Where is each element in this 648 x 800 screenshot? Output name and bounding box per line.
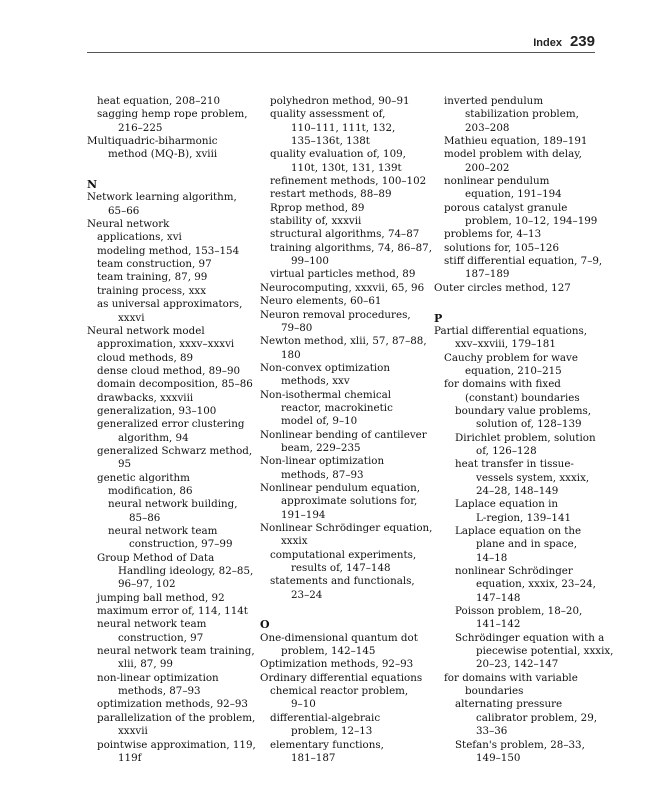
entry-line: generalization, 93–100 bbox=[97, 404, 217, 417]
entry-line: chemical reactor problem, bbox=[270, 685, 409, 698]
entry-continuation: 216–225 bbox=[118, 121, 163, 134]
entry-continuation: 33–36 bbox=[476, 725, 508, 738]
index-entry bbox=[87, 218, 252, 231]
entry-continuation: xxxvii bbox=[118, 725, 148, 738]
entry-line: problems for, 4–13 bbox=[444, 228, 542, 241]
index-entry bbox=[87, 418, 252, 445]
index-entry bbox=[87, 711, 256, 739]
index-entry bbox=[87, 352, 252, 365]
entry-continuation: (constant) boundaries bbox=[465, 391, 580, 404]
index-entry bbox=[260, 712, 428, 739]
entry-continuation: 191–194 bbox=[281, 508, 326, 521]
entry-continuation: 99–100 bbox=[291, 255, 329, 268]
index-entry bbox=[434, 631, 614, 672]
entry-continuation: xxxix bbox=[281, 535, 308, 548]
entry-continuation: problem, 10–12, 194–199 bbox=[465, 215, 598, 228]
entry-line: applications, xvi bbox=[97, 231, 182, 244]
index-entry bbox=[434, 135, 602, 148]
section-spacer bbox=[87, 162, 252, 175]
index-entry bbox=[87, 231, 252, 244]
entry-line: maximum error of, 114, 114t bbox=[97, 605, 248, 618]
entry-line: Rprop method, 89 bbox=[270, 201, 365, 214]
entry-line: Laplace equation on the bbox=[455, 525, 582, 537]
page-number: 239 bbox=[569, 33, 595, 50]
entry-line: elementary functions, bbox=[270, 738, 384, 751]
entry-line: Network learning algorithm, bbox=[87, 191, 237, 204]
entry-line: domain decomposition, 85–86 bbox=[97, 378, 253, 391]
entry-continuation: xxv–xxviii, 179–181 bbox=[455, 338, 556, 351]
entry-line: dense cloud method, 89–90 bbox=[97, 364, 241, 377]
entry-continuation: 110–111, 111t, 132, bbox=[291, 121, 396, 134]
index-entry bbox=[260, 282, 428, 295]
entry-line: Non-convex optimization bbox=[260, 361, 391, 374]
index-entry bbox=[434, 148, 602, 175]
index-entry bbox=[87, 698, 252, 711]
entry-line: parallelization of the problem, bbox=[97, 711, 256, 724]
index-entry bbox=[434, 498, 602, 525]
entry-continuation: 180 bbox=[281, 348, 301, 361]
index-entry bbox=[434, 255, 602, 282]
entry-continuation: solution of, 128–139 bbox=[476, 418, 582, 431]
header-rule bbox=[87, 52, 595, 53]
entry-line: optimization methods, 92–93 bbox=[97, 698, 248, 711]
index-entry bbox=[260, 632, 428, 659]
entry-line: non-linear optimization bbox=[97, 671, 219, 684]
index-entry bbox=[87, 378, 252, 391]
entry-continuation: 24–28, 148–149 bbox=[476, 484, 559, 497]
index-entry bbox=[87, 525, 252, 552]
entry-continuation: 181–187 bbox=[291, 751, 336, 764]
entry-continuation: 149–150 bbox=[476, 751, 521, 764]
entry-line: statements and functionals, bbox=[270, 575, 415, 588]
entry-line: restart methods, 88–89 bbox=[270, 188, 392, 201]
entry-line: Nonlinear bending of cantilever bbox=[260, 428, 427, 441]
entry-line: neural network team bbox=[97, 618, 207, 631]
section-letter: N bbox=[87, 178, 98, 192]
entry-continuation: of, 126–128 bbox=[476, 444, 537, 457]
entry-continuation: 187–189 bbox=[465, 268, 510, 281]
index-entry bbox=[87, 191, 252, 218]
entry-continuation: L-region, 139–141 bbox=[476, 511, 572, 524]
index-entry bbox=[434, 739, 602, 766]
entry-line: One-dimensional quantum dot bbox=[260, 631, 418, 644]
entry-line: Non-isothermal chemical bbox=[260, 388, 392, 401]
entry-line: for domains with variable bbox=[444, 671, 578, 684]
index-entry bbox=[87, 245, 252, 258]
entry-line: cloud methods, 89 bbox=[97, 351, 194, 364]
section-spacer bbox=[434, 295, 602, 308]
entry-line: Non-linear optimization bbox=[260, 455, 385, 468]
entry-line: boundary value problems, bbox=[455, 404, 592, 417]
index-entry bbox=[434, 432, 602, 459]
entry-continuation: boundaries bbox=[465, 685, 524, 698]
entry-line: drawbacks, xxxviii bbox=[97, 391, 194, 404]
index-entry bbox=[87, 365, 252, 378]
index-entry bbox=[87, 645, 255, 672]
entry-continuation: vessels system, xxxix, bbox=[476, 471, 590, 484]
entry-line: Neural network model bbox=[87, 324, 205, 337]
entry-line: team training, 87, 99 bbox=[97, 271, 208, 284]
entry-continuation: 23–24 bbox=[291, 588, 323, 601]
index-entry bbox=[260, 215, 428, 228]
entry-line: alternating pressure bbox=[455, 698, 563, 711]
entry-line: genetic algorithm bbox=[97, 471, 190, 484]
entry-line: Poisson problem, 18–20, bbox=[455, 605, 583, 618]
index-entry bbox=[260, 389, 428, 429]
entry-continuation: 85–86 bbox=[129, 511, 161, 524]
entry-continuation: plane and in space, bbox=[476, 538, 578, 551]
index-entry bbox=[260, 672, 428, 685]
index-entry bbox=[87, 552, 252, 592]
entry-continuation: 14–18 bbox=[476, 551, 508, 564]
index-entry bbox=[87, 485, 252, 498]
index-entry bbox=[87, 298, 252, 325]
entry-line: nonlinear Schrödinger bbox=[455, 565, 573, 578]
entry-line: heat transfer in tissue- bbox=[455, 458, 574, 471]
entry-continuation: model of, 9–10 bbox=[281, 415, 358, 428]
entry-continuation: equation, 191–194 bbox=[465, 188, 562, 201]
entry-continuation: 20–23, 142–147 bbox=[476, 658, 559, 671]
index-entry bbox=[87, 135, 252, 162]
entry-line: porous catalyst granule bbox=[444, 201, 568, 214]
entry-continuation: xxxvi bbox=[118, 311, 145, 324]
entry-line: training process, xxx bbox=[97, 284, 207, 297]
index-entry bbox=[87, 325, 252, 338]
index-entry bbox=[260, 455, 428, 482]
index-entry bbox=[87, 108, 252, 135]
entry-line: Outer circles method, 127 bbox=[434, 281, 571, 294]
entry-continuation: calibrator problem, 29, bbox=[476, 711, 598, 724]
index-entry bbox=[87, 95, 252, 108]
entry-line: differential-algebraic bbox=[270, 711, 381, 724]
index-entry bbox=[260, 309, 428, 336]
entry-continuation: beam, 229–235 bbox=[281, 441, 361, 454]
index-entry bbox=[434, 95, 602, 135]
index-entry bbox=[260, 202, 428, 215]
entry-line: quality assessment of, bbox=[270, 108, 386, 121]
index-entry bbox=[260, 575, 428, 602]
entry-continuation: 96–97, 102 bbox=[118, 578, 176, 591]
index-entry bbox=[434, 325, 602, 352]
index-entry bbox=[434, 175, 602, 202]
entry-continuation: 203–208 bbox=[465, 121, 510, 134]
index-entry bbox=[87, 445, 252, 472]
entry-line: quality evaluation of, 109, bbox=[270, 148, 406, 161]
entry-continuation: method (MQ-B), xviii bbox=[108, 148, 218, 161]
index-entry bbox=[434, 698, 602, 738]
entry-continuation: methods, 87–93 bbox=[281, 468, 364, 481]
index-entry bbox=[260, 482, 428, 522]
entry-line: Neural network bbox=[87, 218, 170, 231]
entry-line: jumping ball method, 92 bbox=[97, 591, 225, 604]
index-entry bbox=[260, 362, 428, 389]
entry-line: model problem with delay, bbox=[444, 148, 582, 161]
index-entry bbox=[260, 685, 428, 712]
entry-line: Newton method, xlii, 57, 87–88, bbox=[260, 335, 427, 348]
index-entry bbox=[434, 458, 602, 498]
index-entry bbox=[434, 565, 602, 605]
entry-continuation: 119f bbox=[118, 751, 142, 764]
entry-continuation: methods, xxv bbox=[281, 375, 350, 388]
index-entry bbox=[260, 108, 428, 148]
entry-line: Neurocomputing, xxxvii, 65, 96 bbox=[260, 281, 425, 294]
entry-line: polyhedron method, 90–91 bbox=[270, 95, 410, 107]
entry-continuation: 141–142 bbox=[476, 618, 521, 631]
index-entry bbox=[260, 739, 428, 766]
index-entry bbox=[87, 592, 252, 605]
entry-line: Partial differential equations, bbox=[434, 324, 588, 337]
entry-line: computational experiments, bbox=[270, 548, 417, 561]
entry-continuation: equation, xxxix, 23–24, bbox=[476, 578, 596, 591]
index-entry bbox=[260, 522, 433, 549]
entry-line: neural network team bbox=[108, 525, 218, 537]
running-head bbox=[533, 33, 595, 51]
index-entry bbox=[260, 658, 428, 671]
entry-continuation: stabilization problem, bbox=[465, 108, 579, 121]
entry-continuation: 95 bbox=[118, 458, 132, 471]
entry-continuation: approximate solutions for, bbox=[281, 495, 418, 508]
entry-line: generalized Schwarz method, bbox=[97, 444, 253, 457]
entry-continuation: Handling ideology, 82–85, bbox=[118, 565, 254, 578]
entry-line: Dirichlet problem, solution bbox=[455, 431, 596, 444]
entry-line: virtual particles method, 89 bbox=[270, 268, 416, 281]
entry-line: refinement methods, 100–102 bbox=[270, 175, 427, 188]
section-spacer bbox=[260, 602, 428, 615]
index-entry bbox=[434, 405, 602, 432]
index-column-2 bbox=[260, 95, 433, 765]
entry-line: Schrödinger equation with a bbox=[455, 631, 605, 644]
index-entry bbox=[87, 672, 252, 699]
entry-continuation: problem, 12–13 bbox=[291, 725, 373, 738]
entry-continuation: 200–202 bbox=[465, 161, 510, 174]
index-entry bbox=[87, 738, 256, 766]
entry-line: Neuron removal procedures, bbox=[260, 308, 411, 321]
index-entry bbox=[87, 472, 252, 485]
entry-line: neural network building, bbox=[108, 498, 238, 511]
index-entry bbox=[434, 378, 602, 405]
running-head-title: Index bbox=[533, 37, 562, 49]
index-entry bbox=[260, 335, 428, 362]
entry-continuation: 65–66 bbox=[108, 204, 140, 217]
index-entry bbox=[87, 405, 252, 418]
index-entry bbox=[260, 148, 428, 175]
entry-continuation: xlii, 87, 99 bbox=[118, 658, 173, 671]
index-entry bbox=[260, 549, 428, 576]
entry-continuation: algorithm, 94 bbox=[118, 431, 189, 444]
entry-line: stability of, xxxvii bbox=[270, 215, 362, 228]
index-entry bbox=[260, 295, 428, 308]
entry-line: heat equation, 208–210 bbox=[97, 95, 220, 107]
entry-line: Group Method of Data bbox=[97, 551, 215, 564]
entry-line: generalized error clustering bbox=[97, 418, 245, 431]
entry-continuation: 110t, 130t, 131, 139t bbox=[291, 161, 402, 174]
index-entry bbox=[434, 672, 602, 699]
entry-line: pointwise approximation, 119, bbox=[97, 738, 256, 751]
index-entry bbox=[434, 202, 602, 229]
index-entry bbox=[434, 605, 602, 632]
index-entry bbox=[260, 228, 428, 241]
entry-line: structural algorithms, 74–87 bbox=[270, 228, 420, 241]
index-entry bbox=[434, 228, 602, 241]
entry-line: Nonlinear pendulum equation, bbox=[260, 481, 420, 494]
entry-line: modification, 86 bbox=[108, 484, 193, 497]
section-letter: O bbox=[260, 618, 270, 632]
index-entry bbox=[260, 188, 428, 201]
entry-line: modeling method, 153–154 bbox=[97, 244, 240, 257]
entry-continuation: equation, 210–215 bbox=[465, 364, 562, 377]
index-entry bbox=[260, 175, 428, 188]
entry-line: nonlinear pendulum bbox=[444, 175, 550, 188]
entry-continuation: 135–136t, 138t bbox=[291, 135, 370, 148]
entry-line: Cauchy problem for wave bbox=[444, 351, 578, 364]
entry-line: approximation, xxxv–xxxvi bbox=[97, 338, 235, 351]
entry-line: for domains with fixed bbox=[444, 378, 561, 391]
entry-line: Stefan's problem, 28–33, bbox=[455, 738, 585, 751]
entry-continuation: problem, 142–145 bbox=[281, 645, 376, 658]
entry-line: Mathieu equation, 189–191 bbox=[444, 135, 588, 148]
index-column-3 bbox=[434, 95, 614, 765]
index-column-1 bbox=[87, 95, 256, 765]
entry-line: Neuro elements, 60–61 bbox=[260, 295, 382, 308]
entry-continuation: construction, 97 bbox=[118, 631, 204, 644]
index-entry bbox=[87, 392, 252, 405]
entry-line: Laplace equation in bbox=[455, 498, 559, 511]
index-entry bbox=[260, 241, 432, 269]
entry-line: Optimization methods, 92–93 bbox=[260, 658, 414, 671]
entry-line: Ordinary differential equations bbox=[260, 671, 423, 684]
entry-line: training algorithms, 74, 86–87, bbox=[270, 241, 432, 254]
entry-line: Nonlinear Schrödinger equation, bbox=[260, 522, 433, 534]
entry-line: solutions for, 105–126 bbox=[444, 241, 560, 254]
index-entry bbox=[434, 282, 602, 295]
entry-line: sagging hemp rope problem, bbox=[97, 108, 248, 121]
index-entry bbox=[260, 95, 428, 108]
entry-continuation: results of, 147–148 bbox=[291, 562, 391, 575]
index-entry bbox=[87, 271, 252, 284]
index-entry bbox=[87, 338, 252, 351]
index-entry bbox=[260, 429, 428, 456]
entry-continuation: reactor, macrokinetic bbox=[281, 401, 393, 414]
index-entry bbox=[434, 525, 602, 565]
index-entry bbox=[434, 352, 602, 379]
index-entry bbox=[87, 498, 252, 525]
index-entry bbox=[87, 285, 252, 298]
entry-line: neural network team training, bbox=[97, 645, 255, 658]
entry-line: stiff differential equation, 7–9, bbox=[444, 255, 603, 268]
entry-line: team construction, 97 bbox=[97, 258, 212, 271]
entry-line: Multiquadric-biharmonic bbox=[87, 135, 218, 148]
entry-continuation: piecewise potential, xxxix, bbox=[476, 645, 614, 658]
entry-line: as universal approximators, bbox=[97, 298, 243, 311]
index-entry bbox=[87, 258, 252, 271]
index-entry bbox=[87, 618, 252, 645]
section-letter: P bbox=[434, 311, 443, 325]
entry-continuation: methods, 87–93 bbox=[118, 685, 201, 698]
entry-continuation: 79–80 bbox=[281, 321, 313, 334]
entry-line: inverted pendulum bbox=[444, 95, 544, 107]
index-entry bbox=[434, 242, 602, 255]
entry-continuation: 147–148 bbox=[476, 591, 521, 604]
index-entry bbox=[87, 605, 252, 618]
entry-continuation: 9–10 bbox=[291, 698, 316, 711]
entry-continuation: construction, 97–99 bbox=[129, 538, 233, 551]
index-entry bbox=[260, 268, 428, 281]
